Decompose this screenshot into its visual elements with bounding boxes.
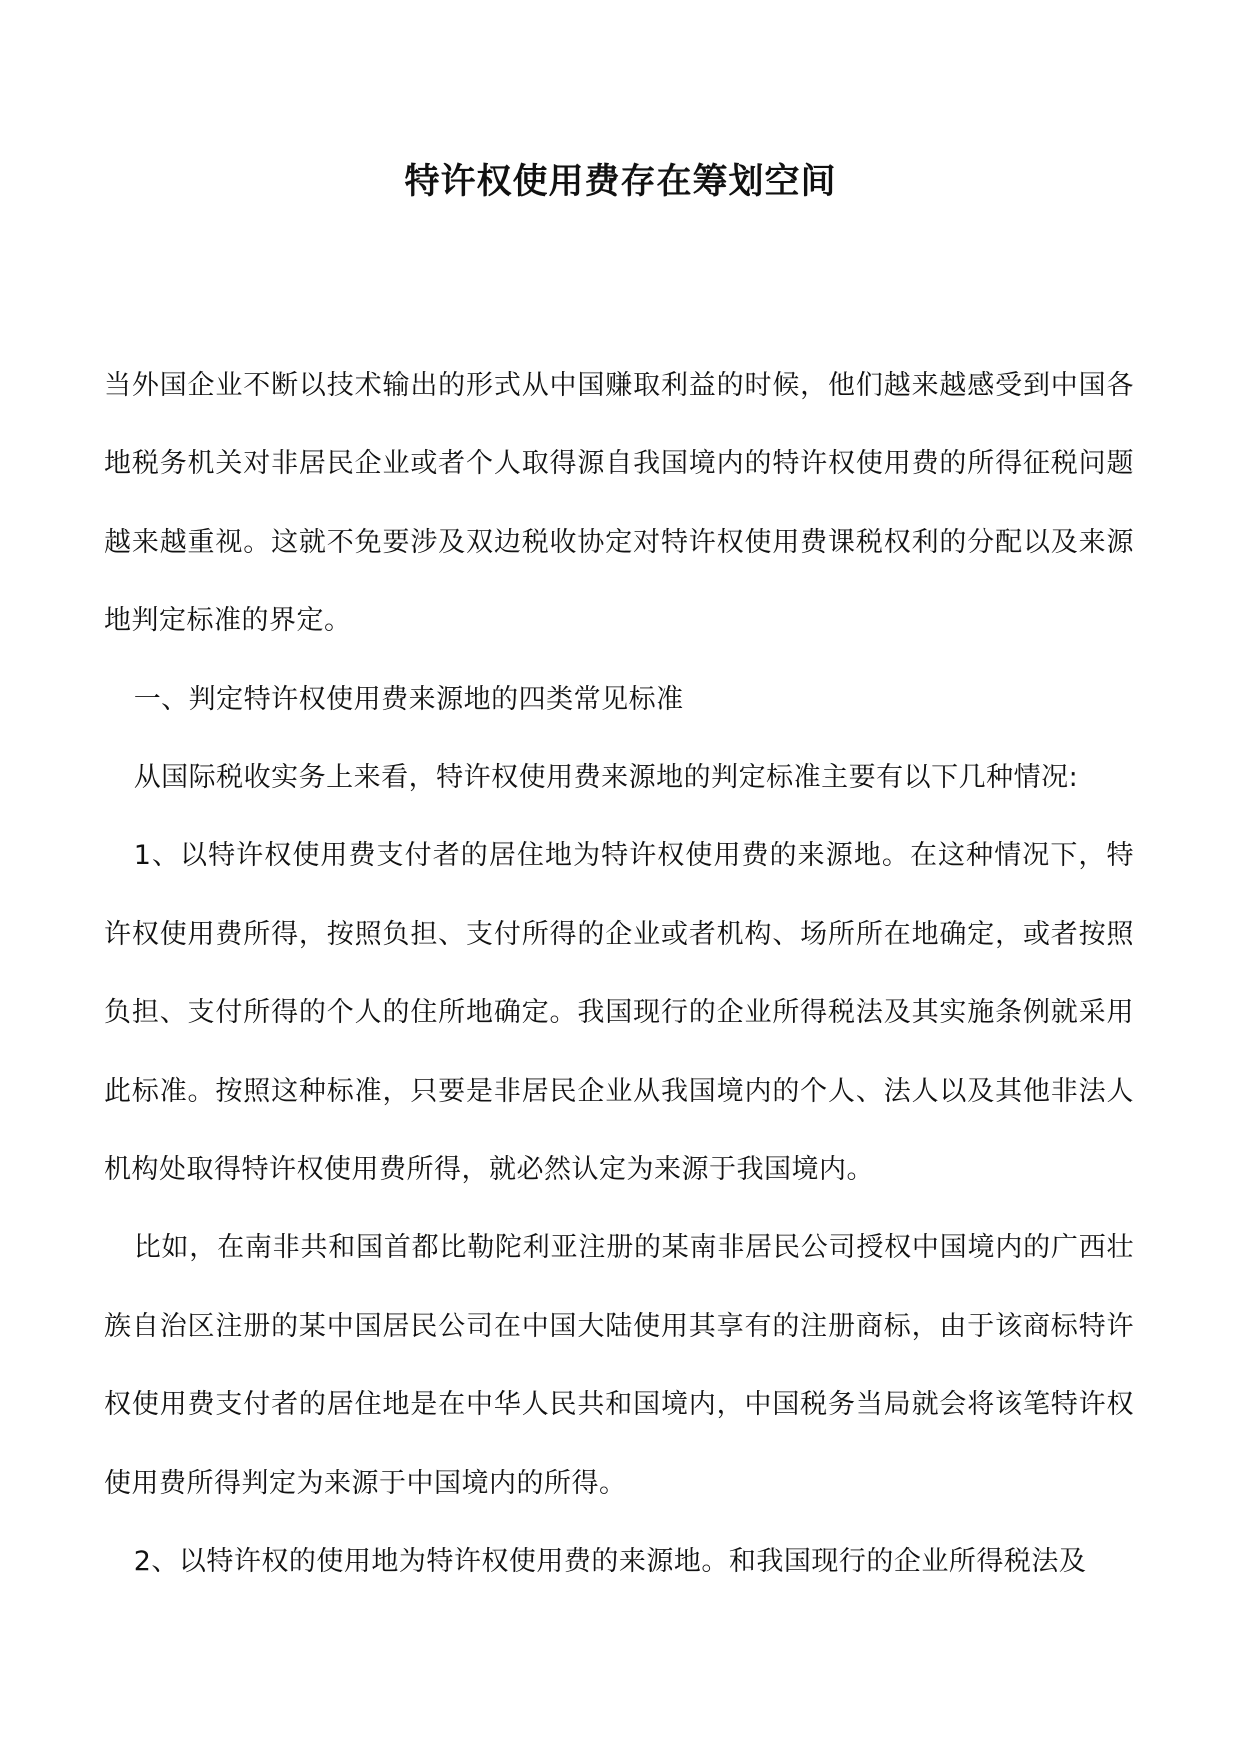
paragraph-intro: 当外国企业不断以技术输出的形式从中国赚取利益的时候，他们越来越感受到中国各地税务机关对非居民企业或者个人取得源自我国境内的特许权使用费的所得征税问题越来越重视。这就不免要涉及双边税收协定对特许权使用费课税权利的分配以及来源地判定标准的界定。: [104, 370, 1134, 637]
paragraph-standard-2: 2、以特许权的使用地为特许权使用费的来源地。和我国现行的企业所得税法及: [133, 1546, 1087, 1578]
paragraph-standard-1: 1、以特许权使用费支付者的居住地为特许权使用费的来源地。在这种情况下，特许权使用费所得，按照负担、支付所得的企业或者机构、场所所在地确定，或者按照负担、支付所得的个人的住所地确定。我国现行的企业所得税法及其实施条例就采用此标准。按照这种标准，只要是非居民企业从我国境内的个人、法人以及其他非法人机构处取得特许权使用费所得，就必然认定为来源于我国境内。: [104, 840, 1134, 1186]
section-heading-1: 一、判定特许权使用费来源地的四类常见标准: [133, 683, 684, 715]
document-title: 特许权使用费存在筹划空间: [404, 162, 837, 202]
paragraph-example: 比如，在南非共和国首都比勒陀利亚注册的某南非居民公司授权中国境内的广西壮族自治区注册的某中国居民公司在中国大陆使用其享有的注册商标，由于该商标特许权使用费支付者的居住地是在中华人民共和国境内，中国税务当局就会将该笔特许权使用费所得判定为来源于中国境内的所得。: [104, 1232, 1134, 1499]
paragraph-overview: 从国际税收实务上来看，特许权使用费来源地的判定标准主要有以下几种情况:: [133, 762, 1079, 794]
document-body: [104, 347, 1134, 1602]
